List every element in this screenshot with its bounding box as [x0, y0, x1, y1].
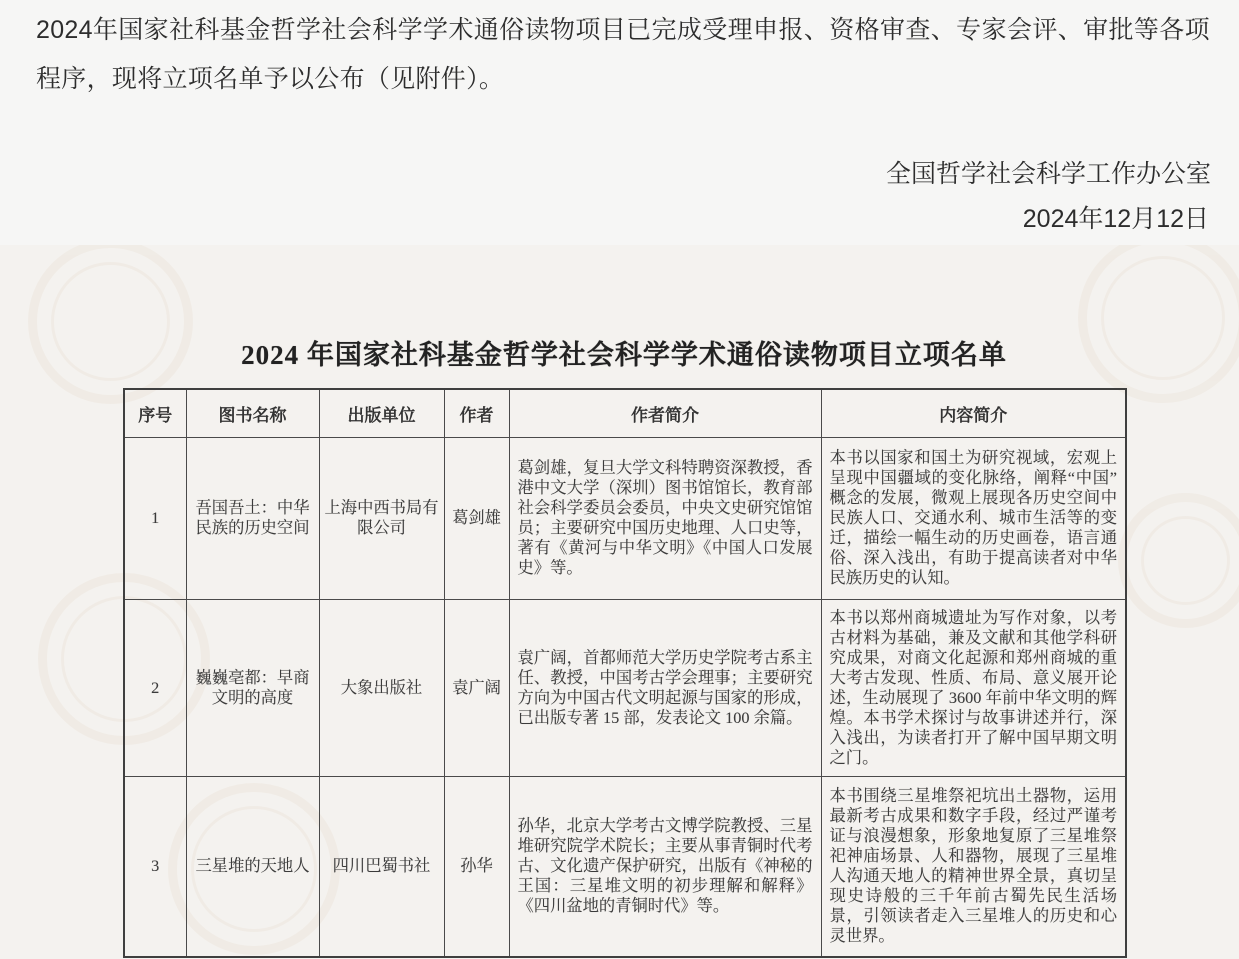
watermark-seal	[1118, 493, 1239, 628]
intro-paragraph: 2024年国家社科基金哲学社会科学学术通俗读物项目已完成受理申报、资格审查、专家会评、审批等各项程序，现将立项名单予以公布（见附件）。	[36, 16, 1210, 93]
col-header-author: 作者	[444, 389, 509, 437]
cell-author: 葛剑雄	[444, 437, 509, 599]
col-header-book-name: 图书名称	[186, 389, 319, 437]
cell-author: 孙华	[444, 776, 509, 957]
cell-summary: 本书以郑州商城遗址为写作对象，以考古材料为基础，兼及文献和其他学科研究成果，对商文化起源和郑州商城的重大考古发现、性质、布局、意义展开论述，生动展现了 3600 年前中华文明的辉煌。本书学术探讨与故事讲述并行，深入浅出，为读者打开了解中国早期文明之门。	[821, 599, 1126, 776]
col-header-no: 序号	[124, 389, 186, 437]
cell-book-name: 巍巍亳都：早商文明的高度	[186, 599, 319, 776]
col-header-summary: 内容简介	[821, 389, 1126, 437]
cell-summary: 本书围绕三星堆祭祀坑出土器物，运用最新考古成果和数字手段，经过严谨考证与浪漫想象，形象地复原了三星堆祭祀神庙场景、人和器物，展现了三星堆人沟通天地人的精神世界全景，真切呈现史诗般的三千年前古蜀先民生活场景，引领读者走入三星堆人的历史和心灵世界。	[821, 776, 1126, 957]
cell-no: 3	[124, 776, 186, 957]
table-header	[124, 389, 1126, 437]
table-row	[124, 599, 1126, 776]
watermark-seal	[28, 245, 193, 404]
table-body	[124, 437, 1126, 957]
col-header-publisher: 出版单位	[319, 389, 444, 437]
table-row	[124, 776, 1126, 957]
cell-book-name: 三星堆的天地人	[186, 776, 319, 957]
attachment-title: 2024 年国家社科基金哲学社会科学学术通俗读物项目立项名单	[241, 340, 1007, 370]
cell-book-name: 吾国吾土：中华民族的历史空间	[186, 437, 319, 599]
cell-no: 1	[124, 437, 186, 599]
cell-author-bio: 孙华，北京大学考古文博学院教授、三星堆研究院学术院长；主要从事青铜时代考古、文化遗产保护研究，出版有《神秘的王国：三星堆文明的初步理解和解释》《四川盆地的青铜时代》等。	[509, 776, 821, 957]
cell-author: 袁广阔	[444, 599, 509, 776]
cell-publisher: 大象出版社	[319, 599, 444, 776]
cell-no: 2	[124, 599, 186, 776]
table-row	[124, 437, 1126, 599]
cell-summary: 本书以国家和国土为研究视域，宏观上呈现中国疆域的变化脉络，阐释“中国”概念的发展，微观上展现各历史空间中民族人口、交通水利、城市生活等的变迁，描绘一幅生动的历史画卷，语言通俗、深入浅出，有助于提高读者对中华民族历史的认知。	[821, 437, 1126, 599]
cell-author-bio: 葛剑雄，复旦大学文科特聘资深教授，香港中文大学（深圳）图书馆馆长，教育部社会科学委员会委员，中央文史研究馆馆员；主要研究中国历史地理、人口史等，著有《黄河与中华文明》《中国人口发展史》等。	[509, 437, 821, 599]
project-table	[123, 388, 1127, 958]
signature-line: 全国哲学社会科学工作办公室	[885, 160, 1211, 188]
watermark-seal	[1078, 245, 1239, 403]
col-header-author-bio: 作者简介	[509, 389, 821, 437]
header-row	[124, 389, 1126, 437]
cell-publisher: 四川巴蜀书社	[319, 776, 444, 957]
cell-publisher: 上海中西书局有限公司	[319, 437, 444, 599]
cell-author-bio: 袁广阔，首都师范大学历史学院考古系主任、教授，中国考古学会理事；主要研究方向为中国古代文明起源与国家的形成，已出版专著 15 部，发表论文 100 余篇。	[509, 599, 821, 776]
date-line: 2024年12月12日	[1022, 205, 1209, 233]
attachment-scan	[0, 245, 1239, 959]
